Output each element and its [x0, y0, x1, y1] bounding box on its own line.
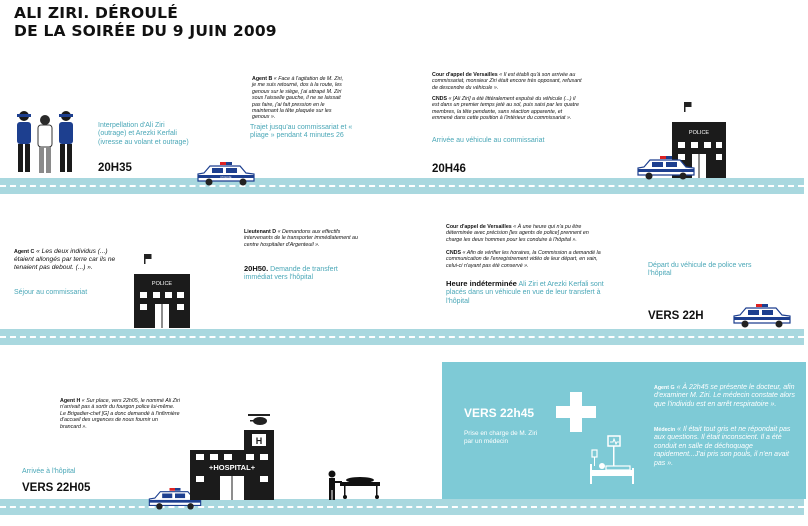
- police-car-icon: [636, 156, 696, 180]
- road-row-3: [0, 499, 442, 515]
- svg-text:POLICE: POLICE: [688, 130, 710, 136]
- event-7-time: VERS 22H: [648, 310, 704, 322]
- event-6-time: Heure indéterminée: [446, 279, 517, 288]
- svg-text:POLICE: POLICE: [151, 281, 173, 287]
- svg-text:H: H: [255, 436, 263, 446]
- police-car-icon: [196, 162, 256, 186]
- event-1-caption: Interpellation d'Ali Ziri (outrage) et Arezki Kerfali (ivresse au volant et outrage): [98, 122, 189, 146]
- svg-text:+HOSPITAL+: +HOSPITAL+: [208, 463, 256, 472]
- event-9-quote-1: Agent G « À 22h45 se présente le docteur, afin d'examiner M. Ziri. Le médecin constate alors que l'individu est en arrêt respiratoire ».: [654, 384, 796, 408]
- event-6-quote-1: Cour d'appel de Versailles « À une heure qui n'a pu être déterminée avec précision [les agents de police] prennent en charge les deux hommes pour les conduire à l'hôpital ».: [446, 224, 589, 243]
- event-9-quote-2: Médecin « Il était tout gris et ne répondait pas aux questions. Il était inconscient. Il a été conduit en salle de déchoquage rapidement...J'ai pris son pouls, il n'en avait pas ».: [654, 426, 791, 467]
- event-3-time: 20H46: [432, 163, 466, 175]
- event-6-quote-2: CNDS « Afin de vérifier les horaires, la Commission a demandé la communication de l'enregistrement vidéo de leur départ, en vain, celui-ci n'ayant pas été conservé ».: [446, 250, 601, 269]
- event-6-caption: Heure indéterminée Ali Ziri et Arezki Kerfali sont placés dans un véhicule en vue de leur transfert à l'hôpital: [446, 279, 604, 305]
- hospital-bed-icon: [586, 434, 636, 492]
- road-row-3-panel: [442, 499, 804, 515]
- event-8-time: VERS 22H05: [22, 482, 91, 494]
- event-4-caption: Séjour au commissariat: [14, 289, 88, 296]
- event-5-time: 20H50.: [244, 264, 269, 273]
- event-3-quote-2: CNDS « [Ali Ziri] a été littéralement expulsé du véhicule (...) il est dans un premier temps jeté au sol, puis saisi par les quatre membres, la tête pendante, sans réaction apparente, et emmené dans cette position à l'intérieur du commissariat ».: [432, 96, 579, 122]
- police-station-icon: [134, 254, 190, 328]
- people-icon: [12, 108, 78, 178]
- event-7-caption: Départ du véhicule de police vers l'hôpital: [648, 262, 752, 278]
- event-9-caption: Prise en charge de M. Ziri par un médecin: [464, 430, 538, 445]
- stretcher-icon: [326, 470, 382, 500]
- page-title: ALI ZIRI. DÉROULÉ DE LA SOIRÉE DU 9 JUIN 2009: [14, 4, 277, 40]
- road-row-1: [0, 178, 804, 194]
- medical-cross-icon: [556, 392, 596, 432]
- hospital-care-panel: [442, 362, 806, 499]
- event-3-quote-1: Cour d'appel de Versailles « Il est établi qu'à son arrivée au commissariat, monsieur Ziri était encore très opposant, refusant de descendre du véhicule ».: [432, 72, 582, 91]
- event-3-caption: Arrivée au véhicule au commissariat: [432, 137, 545, 144]
- event-5-quote: Lieutenant D « Demandons aux effectifs intervenants de le transporter immédiatement au centre hospitalier d'Argenteuil ».: [244, 229, 358, 248]
- svg-text:POLICE: POLICE: [220, 175, 232, 179]
- road-row-2: [0, 329, 804, 345]
- event-2-caption: Trajet jusqu'au commissariat et « pliage » pendant 4 minutes 26: [250, 124, 353, 140]
- event-8-quote: Agent H « Sur place, vers 22h05, le nommé Ali Ziri n'arrivait pas à sortir du fourgon police lui-même. Le Brigadier-chef [G] a donc demandé à l'infirmière d'accueil des urgences de nous fournir un brancard ».: [60, 398, 180, 430]
- event-9-time: VERS 22h45: [464, 406, 535, 420]
- event-5-caption: 20H50. Demande de transfert immédiat vers l'hôpital: [244, 264, 338, 282]
- event-2-quote: Agent B « Face à l'agitation de M. Ziri, je me suis retourné, dos à la route, les genoux sur le siège, j'ai attrapé M. Ziri sous l'aisselle gauche, il ne se laissait pas faire, j'ai fait pression en le maintenant la tête plaquée sur les genoux ».: [252, 76, 344, 121]
- police-car-icon: [732, 304, 792, 328]
- event-4-quote: Agent C « Les deux individus (...) étaient allongés par terre car ils ne tenaient pas debout. (...) ».: [14, 248, 116, 271]
- event-8-caption: Arrivée à l'hôpital: [22, 468, 76, 475]
- hospital-icon: [190, 412, 274, 500]
- event-1-time: 20H35: [98, 162, 132, 174]
